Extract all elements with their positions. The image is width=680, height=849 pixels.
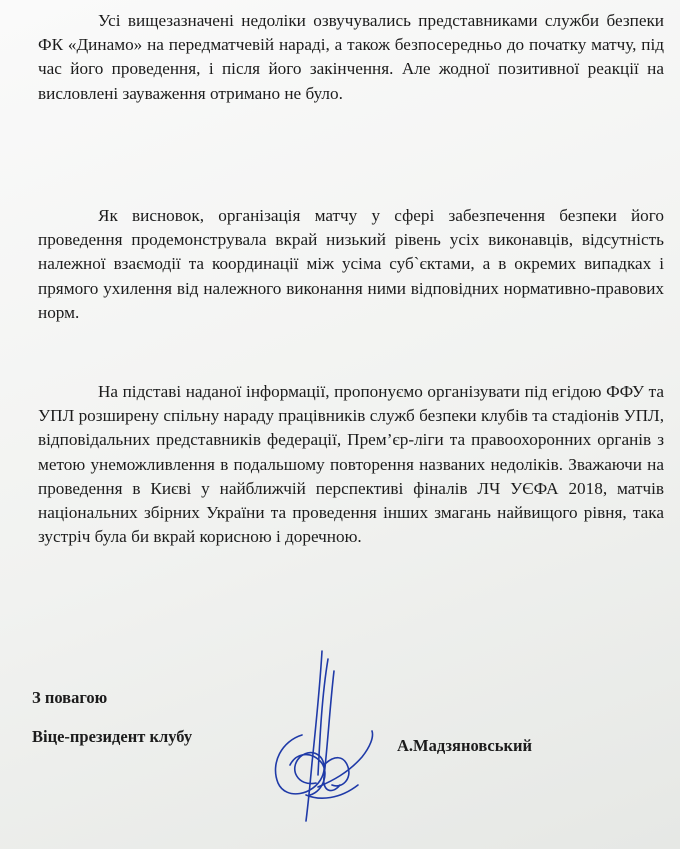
paragraph-3: На підставі наданої інформації, пропонуємо організувати під егідою ФФУ та УПЛ розширену спільну нараду працівників служб безпеки клубів та стадіонів УПЛ, відповідальних представників федерації, Прем’єр-ліги та правоохоронних органів з метою унеможливлення в подальшому повторення названих недоліків. Зважаючи на проведення в Києві у найближчій перспективі фіналів ЛЧ УЄФА 2018, матчів національних збірних України та проведення інших змагань найвищого рівня, така зустріч була би вкрай корисною і доречною.: [38, 382, 664, 547]
signer-position: Віце-президент клубу: [32, 727, 193, 746]
signer-name: А.Мадзяновський: [397, 736, 532, 755]
handwritten-signature: [262, 645, 382, 825]
paragraph-1: Усі вищезазначені недоліки озвучувались представниками служби безпеки ФК «Динамо» на передматчевій нараді, а також безпосередньо до початку матчу, під час його проведення, і після його закінчення. Але жодної позитивної реакції на висловлені зауваження отримано не було.: [38, 11, 664, 103]
closing-salutation: З повагою: [32, 688, 108, 707]
paragraph-2: Як висновок, організація матчу у сфері забезпечення безпеки його проведення продемонструвала вкрай низький рівень усіх виконавців, відсутність належної взаємодії та координації між усіма суб`єктами, а в окремих випадках і прямого ухилення від належного виконання ними відповідних нормативно-правових норм.: [38, 206, 664, 322]
